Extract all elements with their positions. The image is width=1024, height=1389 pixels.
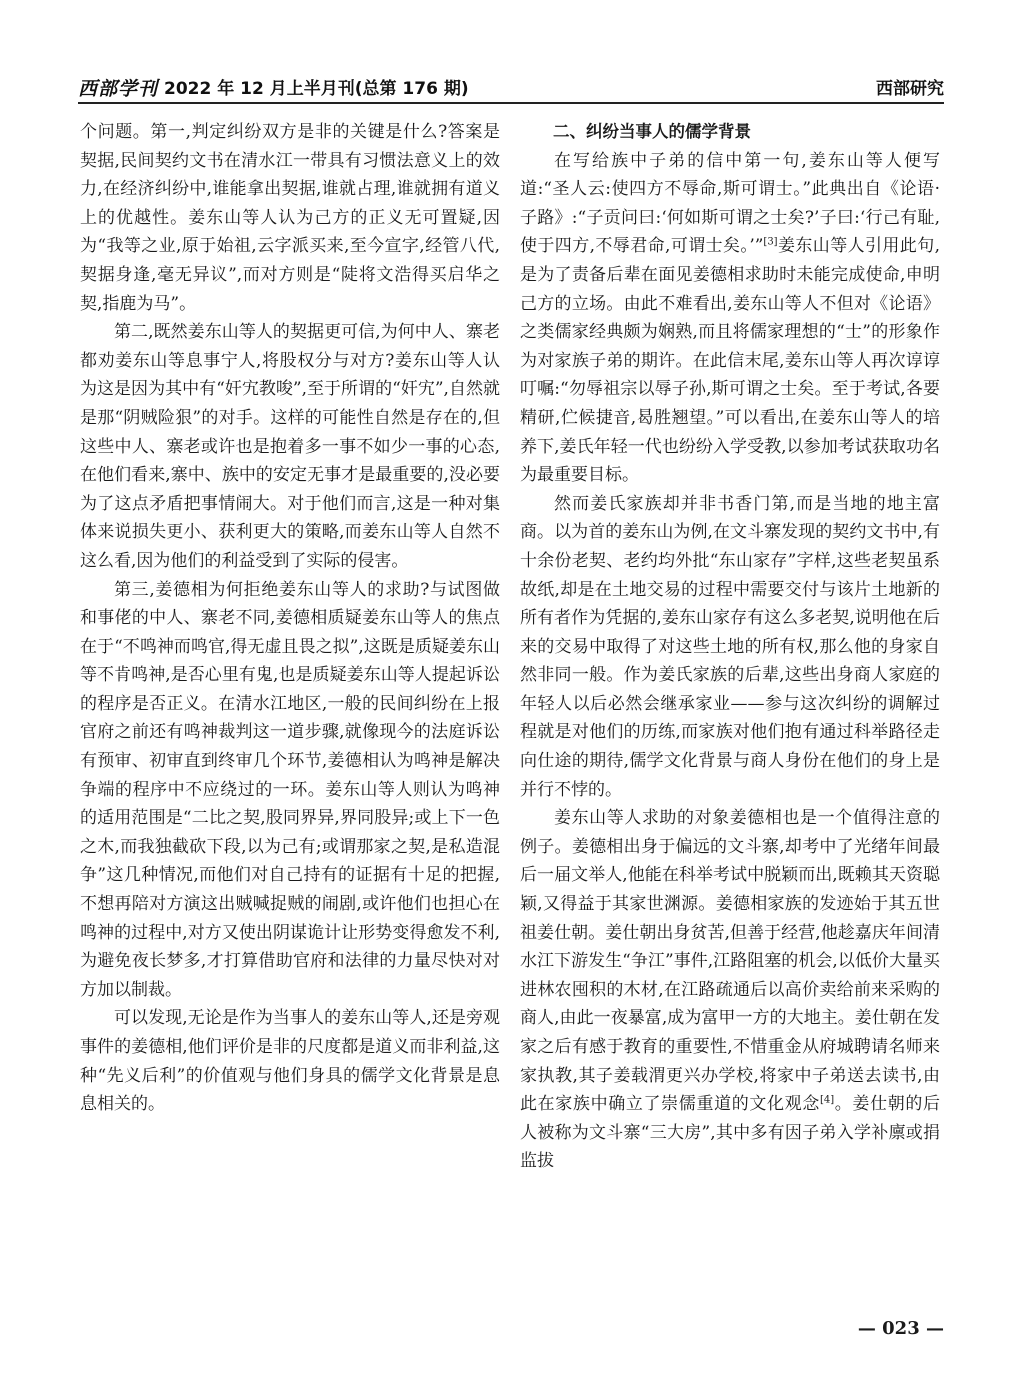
paragraph: 个问题。第一,判定纠纷双方是非的关键是什么?答案是契据,民间契约文书在清水江一带具有习惯法意义上的效力,在经济纠纷中,谁能拿出契据,谁就占理,谁就拥有道义上的优越性。姜东山等人认为己方的正义无可置疑,因为“我等之业,原于始祖,云字派买来,至今宣字,经管八代,契据身逢,毫无异议”,而对方则是“陡将文浩得买启华之契,指鹿为马”。 bbox=[80, 122, 500, 314]
paragraph bbox=[520, 147, 940, 490]
journal-logo: 西部学刊 bbox=[78, 78, 159, 100]
paragraph-text: 在写给族中子弟的信中第一句,姜东山等人便写道:“圣人云:使四方不辱命,斯可谓士。”此典出自《论语·子路》:“子贡问曰:‘何如斯可谓之士矣?’子曰:‘行己有耻,使于四方,不辱君命,可谓士矣。’” bbox=[520, 150, 940, 257]
citation-ref: [4] bbox=[819, 1094, 835, 1106]
paragraph: 第三,姜德相为何拒绝姜东山等人的求助?与试图做和事佬的中人、寨老不同,姜德相质疑姜东山等人的焦点在于“不鸣神而鸣官,得无虚且畏之拟”,这既是质疑姜东山等不肯鸣神,是否心里有鬼,也是质疑姜东山等人提起诉讼的程序是否正义。在清水江地区,一般的民间纠纷在上报官府之前还有鸣神裁判这一道步骤,就像现今的法庭诉讼有预审、初审直到终审几个环节,姜德相认为鸣神是解决争端的程序中不应绕过的一环。姜东山等人则认为鸣神的适用范围是“二比之契,股同界异,界同股异;或上下一色之木,而我独截砍下段,以为己有;或谓那家之契,是私造混争”这几种情况,而他们对自己持有的证据有十足的把握,不想再陪对方演这出贼喊捉贼的闹剧,或许他们也担心在鸣神的过程中,对方又使出阴谋诡计让形势变得愈发不利,为避免夜长梦多,才打算借助官府和法律的力量尽快对对方加以制裁。 bbox=[80, 579, 500, 1000]
issue-info: 2022 年 12 月上半月刊(总第 176 期) bbox=[164, 79, 469, 99]
page-header bbox=[78, 70, 944, 102]
paragraph: 可以发现,无论是作为当事人的姜东山等人,还是旁观事件的姜德相,他们评价是非的尺度都是道义而非利益,这种“先义后利”的价值观与他们身具的儒学文化背景是息息相关的。 bbox=[80, 1008, 500, 1115]
left-column bbox=[80, 118, 500, 1318]
right-column bbox=[520, 118, 940, 1318]
paragraph bbox=[520, 804, 940, 1176]
paragraph-text: 。姜仕朝的后人被称为文斗寨“三大房”,其中多有因子弟入学补廪或捐监拔 bbox=[520, 1094, 940, 1172]
paragraph-text: 姜东山等人引用此句,是为了责备后辈在面见姜德相求助时未能完成使命,申明己方的立场。由此不难看出,姜东山等人不但对《论语》之类儒家经典颇为娴熟,而且将儒家理想的“士”的形象作为对家族子弟的期许。在此信末尾,姜东山等人再次谆谆叮嘱:“勿辱祖宗以辱子孙,斯可谓之士矣。至于考试,各要精研,伫候捷音,曷胜翘望。”可以看出,在姜东山等人的培养下,姜氏年轻一代也纷纷入学受教,以参加考试获取功名为最重要目标。 bbox=[520, 236, 940, 486]
header-rule bbox=[78, 102, 944, 104]
section-subheading: 二、纠纷当事人的儒学背景 bbox=[553, 122, 751, 141]
paragraph-text: 姜东山等人求助的对象姜德相也是一个值得注意的例子。姜德相出身于偏远的文斗寨,却考中了光绪年间最后一届文举人,他能在科举考试中脱颖而出,既赖其天资聪颖,又得益于其家世渊源。姜德相家族的发迹始于其五世祖姜仕朝。姜仕朝出身贫苦,但善于经营,他趁嘉庆年间清水江下游发生“争江”事件,江路阻塞的机会,以低价大量买进林农囤积的木材,在江路疏通后以高价卖给前来采购的商人,由此一夜暴富,成为富甲一方的大地主。姜仕朝在发家之后有感于教育的重要性,不惜重金从府城聘请名师来家执教,其子姜载渭更兴办学校,将家中子弟送去读书,由此在家族中确立了崇儒重道的文化观念 bbox=[520, 808, 940, 1115]
paragraph: 然而姜氏家族却并非书香门第,而是当地的地主富商。以为首的姜东山为例,在文斗寨发现的契约文书中,有十余份老契、老约均外批“东山家存”字样,这些老契虽系故纸,却是在土地交易的过程中需要交付与该片土地新的所有者作为凭据的,姜东山家存有这么多老契,说明他在后来的交易中取得了对这些土地的所有权,那么他的身家自然非同一般。作为姜氏家族的后辈,这些出身商人家庭的年轻人以后必然会继承家业——参与这次纠纷的调解过程就是对他们的历练,而家族对他们抱有通过科举路径走向仕途的期待,儒学文化背景与商人身份在他们的身上是并行不悖的。 bbox=[520, 493, 940, 800]
paragraph: 第二,既然姜东山等人的契据更可信,为何中人、寨老都劝姜东山等息事宁人,将股权分与对方?姜东山等人认为这是因为其中有“奸宄教唆”,至于所谓的“奸宄”,自然就是那“阴贼险狠”的对手。这样的可能性自然是存在的,但这些中人、寨老或许也是抱着多一事不如少一事的心态,在他们看来,寨中、族中的安定无事才是最重要的,没必要为了这点矛盾把事情闹大。对于他们而言,这是一种对集体来说损失更小、获利更大的策略,而姜东山等人自然不这么看,因为他们的利益受到了实际的侵害。 bbox=[80, 322, 500, 571]
section-title: 西部研究 bbox=[876, 79, 944, 99]
page-number: — 023 — bbox=[857, 1318, 944, 1339]
citation-ref: [3] bbox=[763, 236, 778, 248]
